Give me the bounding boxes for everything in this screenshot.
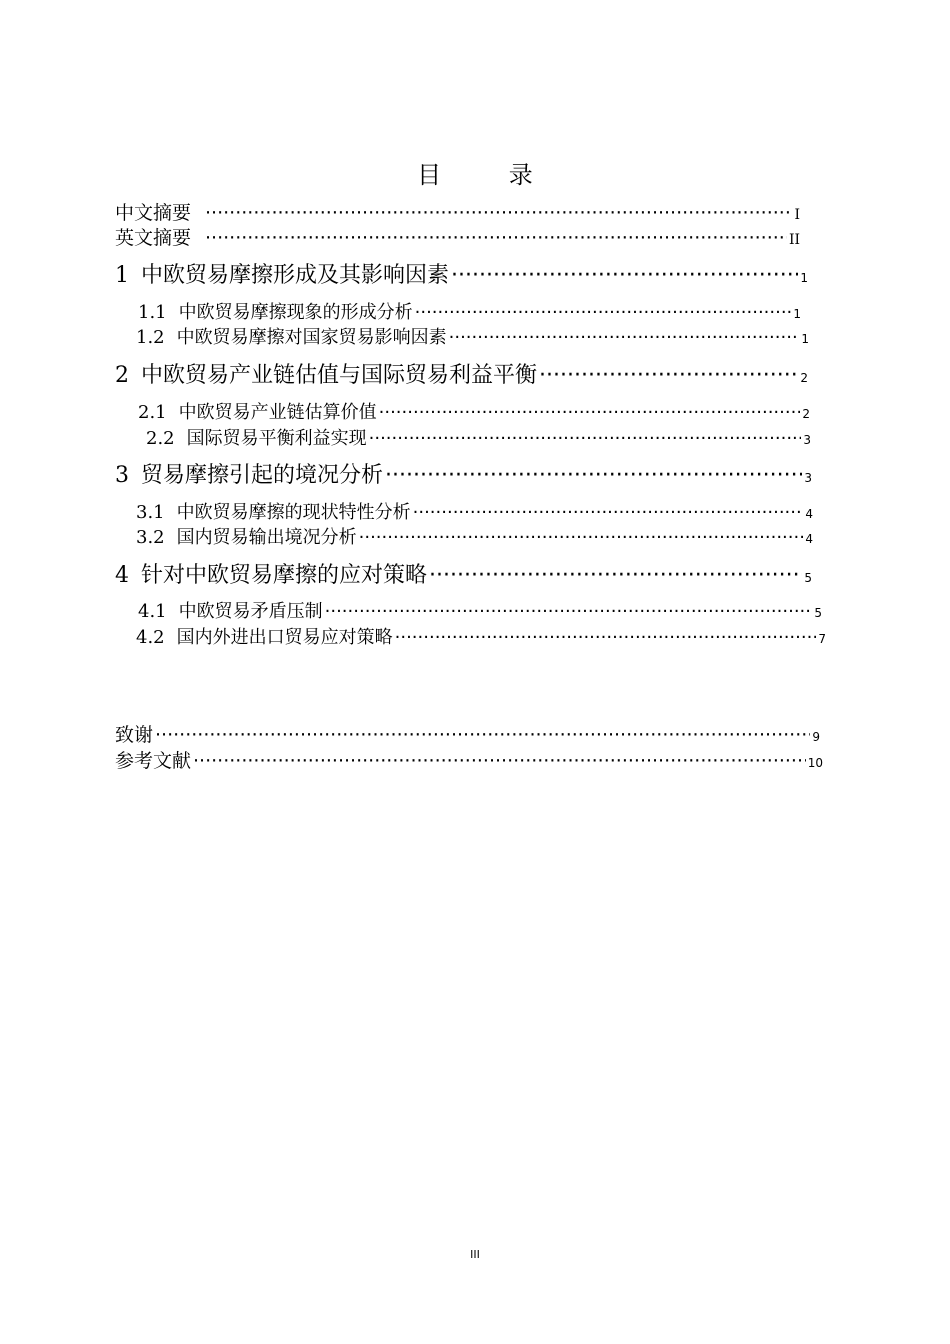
toc-page-number: 4 — [805, 532, 813, 546]
toc-leader — [325, 601, 813, 622]
toc-leader — [385, 463, 802, 488]
toc-page-number: 2 — [800, 371, 808, 385]
toc-leader — [379, 402, 801, 423]
toc-page-number: 2 — [802, 407, 810, 421]
toc-chapter-number: 4 — [115, 563, 129, 588]
toc-leader — [155, 724, 810, 746]
toc-page-number: 1 — [793, 307, 801, 321]
toc-section[interactable] — [146, 424, 811, 448]
toc-entry-label: 中文摘要 — [115, 202, 192, 224]
toc-page-number: I — [794, 207, 800, 223]
page-number: III — [470, 1248, 480, 1261]
toc-page-number: 7 — [818, 632, 826, 646]
toc-entry-label: 国际贸易平衡利益实现 — [186, 428, 367, 449]
toc-leader — [415, 302, 792, 323]
toc-leader — [539, 363, 798, 388]
toc-page-number: 10 — [807, 756, 823, 770]
toc-page-number: 3 — [804, 471, 812, 485]
toc-entry-label: 国内贸易输出境况分析 — [176, 527, 357, 548]
toc-entry-label: 致谢 — [115, 724, 154, 746]
toc-page-number: II — [788, 232, 800, 248]
toc-leader — [205, 227, 787, 249]
toc-entry-label: 中欧贸易产业链估算价值 — [178, 402, 377, 423]
toc-page-number: 1 — [800, 271, 808, 285]
toc-entry-label: 中欧贸易摩擦现象的形成分析 — [178, 302, 413, 323]
toc-entry[interactable] — [115, 198, 800, 222]
toc-section-number: 4.1 — [138, 601, 167, 622]
toc-chapter-number: 3 — [115, 463, 129, 488]
toc-chapter[interactable] — [115, 458, 812, 488]
toc-section-number: 1.1 — [138, 302, 167, 323]
toc-page-number: 5 — [804, 571, 812, 585]
toc-section[interactable] — [138, 298, 801, 322]
toc-leader — [205, 202, 792, 224]
toc-section-number: 2.1 — [138, 402, 167, 423]
toc-entry-label: 国内外进出口贸易应对策略 — [176, 627, 393, 648]
toc-section[interactable] — [136, 498, 813, 522]
toc-title: 目 录 — [417, 161, 563, 189]
toc-entry[interactable] — [115, 746, 823, 770]
toc-entry[interactable] — [115, 720, 820, 744]
toc-leader — [449, 327, 800, 348]
toc-page-number: 4 — [805, 507, 813, 521]
toc-chapter[interactable] — [115, 258, 808, 288]
toc-entry-label: 中欧贸易摩擦的现状特性分析 — [176, 502, 411, 523]
toc-leader — [359, 527, 804, 548]
toc-entry-label: 中欧贸易矛盾压制 — [178, 601, 323, 622]
toc-page-number: 1 — [801, 332, 809, 346]
toc-chapter[interactable] — [115, 558, 812, 588]
toc-entry-label: 中欧贸易产业链估值与国际贸易利益平衡 — [141, 363, 538, 388]
toc-section[interactable] — [136, 323, 809, 347]
toc-section-number: 1.2 — [136, 327, 165, 348]
toc-entry-label: 参考文献 — [115, 750, 192, 772]
toc-leader — [451, 263, 798, 288]
toc-leader — [395, 627, 817, 648]
toc-section-number: 3.1 — [136, 502, 165, 523]
toc-section[interactable] — [138, 398, 810, 422]
toc-page-number: 9 — [812, 730, 820, 744]
toc-chapter[interactable] — [115, 358, 808, 388]
toc-leader — [413, 502, 804, 523]
toc-entry-label: 中欧贸易摩擦对国家贸易影响因素 — [176, 327, 447, 348]
toc-entry[interactable] — [115, 223, 800, 247]
toc-leader — [429, 563, 802, 588]
toc-entry-label: 中欧贸易摩擦形成及其影响因素 — [141, 263, 450, 288]
toc-entry-label: 贸易摩擦引起的境况分析 — [141, 463, 384, 488]
toc-page-number: 3 — [803, 433, 811, 447]
toc-section[interactable] — [136, 523, 813, 547]
toc-leader — [193, 750, 806, 772]
toc-section-number: 4.2 — [136, 627, 165, 648]
toc-entry-label: 英文摘要 — [115, 227, 192, 249]
toc-entry-label: 针对中欧贸易摩擦的应对策略 — [141, 563, 428, 588]
toc-section-number: 2.2 — [146, 428, 175, 449]
toc-chapter-number: 2 — [115, 363, 129, 388]
toc-section[interactable] — [136, 623, 826, 647]
toc-section[interactable] — [138, 597, 822, 621]
toc-page-number: 5 — [814, 606, 822, 620]
toc-chapter-number: 1 — [115, 263, 129, 288]
toc-leader — [369, 428, 802, 449]
toc-section-number: 3.2 — [136, 527, 165, 548]
